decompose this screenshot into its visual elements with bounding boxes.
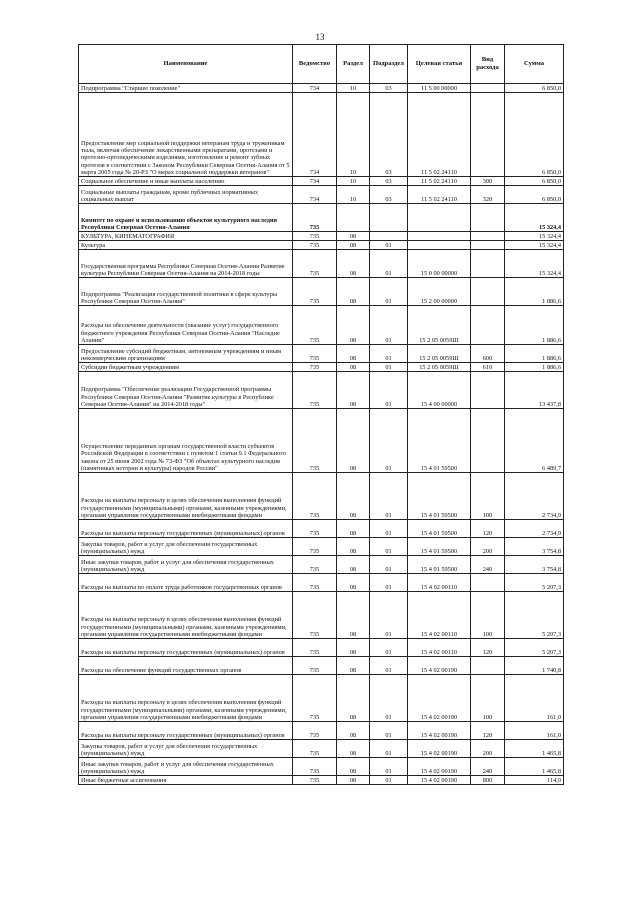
row-podrazdel-cell: 03 bbox=[370, 84, 408, 93]
row-vedomstvo-cell: 734 bbox=[293, 84, 337, 93]
row-name-cell: Субсидии бюджетным учреждениям bbox=[79, 363, 293, 372]
table-row bbox=[79, 722, 564, 740]
row-vedomstvo-cell: 735 bbox=[293, 306, 337, 345]
table-row bbox=[79, 363, 564, 372]
row-razdel-cell: 08 bbox=[337, 538, 370, 556]
table-row bbox=[79, 241, 564, 250]
row-name-cell: Расходы на выплаты персоналу государственных (муниципальных) органов bbox=[79, 722, 293, 740]
row-razdel-cell: 08 bbox=[337, 250, 370, 278]
row-sum-cell: 2 734,9 bbox=[505, 520, 564, 538]
row-sum-cell: 114,0 bbox=[505, 776, 564, 785]
row-razdel-cell: 10 bbox=[337, 93, 370, 177]
row-razdel-cell: 08 bbox=[337, 758, 370, 776]
row-sum-cell: 6 850,0 bbox=[505, 93, 564, 177]
table-row bbox=[79, 776, 564, 785]
row-vedomstvo-cell: 735 bbox=[293, 473, 337, 520]
row-expense-type-cell bbox=[471, 250, 505, 278]
row-name-cell: Закупка товаров, работ и услуг для обеспечения государственных (муниципальных) нужд bbox=[79, 538, 293, 556]
row-expense-type-cell: 800 bbox=[471, 776, 505, 785]
row-target-article-cell: 15 4 02 00190 bbox=[408, 657, 471, 675]
row-sum-cell: 13 437,8 bbox=[505, 372, 564, 409]
row-expense-type-cell: 120 bbox=[471, 639, 505, 657]
row-vedomstvo-cell: 735 bbox=[293, 204, 337, 232]
row-target-article-cell: 15 0 00 00000 bbox=[408, 250, 471, 278]
row-expense-type-cell: 610 bbox=[471, 363, 505, 372]
budget-table bbox=[78, 44, 564, 785]
table-row bbox=[79, 556, 564, 574]
row-name-cell: Подпрограмма "Реализация государственной политики в сфере культуры Республики Северная Осетия-Алания" bbox=[79, 278, 293, 306]
row-podrazdel-cell: 01 bbox=[370, 306, 408, 345]
row-sum-cell: 6 850,0 bbox=[505, 177, 564, 186]
row-vedomstvo-cell: 735 bbox=[293, 556, 337, 574]
row-target-article-cell: 15 4 02 00110 bbox=[408, 574, 471, 592]
row-expense-type-cell: 300 bbox=[471, 177, 505, 186]
row-name-cell: Иные закупки товаров, работ и услуг для обеспечения государственных (муниципальных) нужд bbox=[79, 556, 293, 574]
row-vedomstvo-cell: 735 bbox=[293, 372, 337, 409]
row-target-article-cell: 11 5 02 24110 bbox=[408, 177, 471, 186]
row-podrazdel-cell: 01 bbox=[370, 639, 408, 657]
row-expense-type-cell bbox=[471, 204, 505, 232]
row-name-cell: Предоставление субсидий бюджетным, автономным учреждениям и иным некоммерческим организациям bbox=[79, 345, 293, 363]
row-podrazdel-cell: 01 bbox=[370, 776, 408, 785]
header-razdel: Раздел bbox=[337, 45, 370, 84]
row-razdel-cell: 08 bbox=[337, 278, 370, 306]
row-podrazdel-cell: 01 bbox=[370, 722, 408, 740]
row-name-cell: Расходы на выплаты персоналу в целях обеспечения выполнения функций государственными (муниципальными) органами, казенными учреждениями, органами управления государственными внебюджетными фондами bbox=[79, 473, 293, 520]
table-row bbox=[79, 250, 564, 278]
table-row bbox=[79, 177, 564, 186]
table-row bbox=[79, 345, 564, 363]
row-expense-type-cell bbox=[471, 93, 505, 177]
row-vedomstvo-cell: 735 bbox=[293, 538, 337, 556]
row-sum-cell: 5 207,3 bbox=[505, 574, 564, 592]
row-podrazdel-cell: 01 bbox=[370, 574, 408, 592]
row-podrazdel-cell: 01 bbox=[370, 363, 408, 372]
row-name-cell: Государственная программа Республики Северная Осетия-Алания Развитие культуры Республики Северная Осетия-Алания на 2014-2018 годы bbox=[79, 250, 293, 278]
row-vedomstvo-cell: 735 bbox=[293, 592, 337, 639]
row-vedomstvo-cell: 735 bbox=[293, 278, 337, 306]
row-expense-type-cell: 240 bbox=[471, 556, 505, 574]
row-name-cell: Закупка товаров, работ и услуг для обеспечения государственных (муниципальных) нужд bbox=[79, 740, 293, 758]
row-razdel-cell: 08 bbox=[337, 740, 370, 758]
header-vedomstvo: Ведомство bbox=[293, 45, 337, 84]
table-row bbox=[79, 639, 564, 657]
table-row bbox=[79, 592, 564, 639]
row-name-cell: Расходы на выплаты персоналу государственных (муниципальных) органов bbox=[79, 520, 293, 538]
row-razdel-cell bbox=[337, 204, 370, 232]
row-razdel-cell: 08 bbox=[337, 722, 370, 740]
row-razdel-cell: 08 bbox=[337, 241, 370, 250]
row-name-cell: Иные бюджетные ассигнования bbox=[79, 776, 293, 785]
row-vedomstvo-cell: 735 bbox=[293, 232, 337, 241]
row-expense-type-cell: 120 bbox=[471, 722, 505, 740]
row-razdel-cell: 10 bbox=[337, 84, 370, 93]
table-row bbox=[79, 520, 564, 538]
row-podrazdel-cell: 01 bbox=[370, 250, 408, 278]
row-name-cell: Расходы на выплаты персоналу в целях обеспечения выполнения функций государственными (муниципальными) органами, казенными учреждениями, органами управления государственными внебюджетными фондами bbox=[79, 592, 293, 639]
table-row bbox=[79, 740, 564, 758]
row-vedomstvo-cell: 735 bbox=[293, 776, 337, 785]
row-razdel-cell: 10 bbox=[337, 177, 370, 186]
row-podrazdel-cell: 01 bbox=[370, 345, 408, 363]
row-razdel-cell: 08 bbox=[337, 776, 370, 785]
header-expense-type: Вид расхода bbox=[471, 45, 505, 84]
row-sum-cell: 161,0 bbox=[505, 722, 564, 740]
row-razdel-cell: 08 bbox=[337, 363, 370, 372]
row-expense-type-cell: 100 bbox=[471, 473, 505, 520]
row-target-article-cell: 15 4 02 00190 bbox=[408, 722, 471, 740]
row-podrazdel-cell: 01 bbox=[370, 278, 408, 306]
row-podrazdel-cell: 03 bbox=[370, 186, 408, 204]
row-podrazdel-cell bbox=[370, 232, 408, 241]
row-podrazdel-cell: 01 bbox=[370, 372, 408, 409]
row-expense-type-cell bbox=[471, 278, 505, 306]
row-sum-cell: 3 754,8 bbox=[505, 538, 564, 556]
row-target-article-cell: 15 2 05 0059Ш bbox=[408, 363, 471, 372]
row-expense-type-cell bbox=[471, 574, 505, 592]
row-target-article-cell: 15 4 01 59500 bbox=[408, 520, 471, 538]
row-name-cell: Иные закупки товаров, работ и услуг для обеспечения государственных (муниципальных) нужд bbox=[79, 758, 293, 776]
table-row bbox=[79, 675, 564, 722]
row-vedomstvo-cell: 734 bbox=[293, 186, 337, 204]
row-vedomstvo-cell: 735 bbox=[293, 722, 337, 740]
row-podrazdel-cell: 01 bbox=[370, 675, 408, 722]
row-target-article-cell bbox=[408, 232, 471, 241]
row-target-article-cell: 15 4 02 00190 bbox=[408, 740, 471, 758]
row-vedomstvo-cell: 735 bbox=[293, 363, 337, 372]
row-razdel-cell: 08 bbox=[337, 592, 370, 639]
row-target-article-cell: 15 4 02 00190 bbox=[408, 758, 471, 776]
table-row bbox=[79, 538, 564, 556]
row-expense-type-cell: 240 bbox=[471, 758, 505, 776]
table-row bbox=[79, 84, 564, 93]
row-name-cell: Подпрограмма "Обеспечение реализации Государственной программы Республики Северная Осетия-Алания "Развитие культуры в Республике Северная Осетия-Алания" на 2014-2018 годы" bbox=[79, 372, 293, 409]
row-sum-cell: 1 465,8 bbox=[505, 758, 564, 776]
row-sum-cell: 1 886,6 bbox=[505, 363, 564, 372]
row-vedomstvo-cell: 734 bbox=[293, 93, 337, 177]
header-podrazdel: Подраздел bbox=[370, 45, 408, 84]
row-podrazdel-cell: 03 bbox=[370, 93, 408, 177]
row-expense-type-cell: 600 bbox=[471, 345, 505, 363]
table-row bbox=[79, 758, 564, 776]
header-sum: Сумма bbox=[505, 45, 564, 84]
row-podrazdel-cell: 01 bbox=[370, 657, 408, 675]
page-number: 13 bbox=[315, 32, 325, 42]
row-razdel-cell: 08 bbox=[337, 232, 370, 241]
row-name-cell: Расходы на выплаты по оплате труда работников государственных органов bbox=[79, 574, 293, 592]
row-expense-type-cell bbox=[471, 241, 505, 250]
row-name-cell: Предоставление мер социальной поддержки ветеранам труда и труженикам тыла, включая обеспечение лекарственными препаратами, протезами и протезно-ортопедическими изделиями, изготовление и ремонт зубных протезов в соответствии с Законом Республики Северная Осетия-Алания от 5 марта 2005 года № 20-РЗ "О мерах социальной поддержки ветеранов" bbox=[79, 93, 293, 177]
header-target-article: Целевая статья bbox=[408, 45, 471, 84]
table-row bbox=[79, 372, 564, 409]
row-target-article-cell bbox=[408, 204, 471, 232]
row-vedomstvo-cell: 735 bbox=[293, 345, 337, 363]
table-row bbox=[79, 306, 564, 345]
table-row bbox=[79, 409, 564, 473]
row-expense-type-cell: 100 bbox=[471, 675, 505, 722]
row-expense-type-cell bbox=[471, 372, 505, 409]
table-header-row bbox=[79, 45, 564, 84]
row-razdel-cell: 08 bbox=[337, 473, 370, 520]
row-podrazdel-cell: 01 bbox=[370, 409, 408, 473]
row-target-article-cell: 11 5 02 24110 bbox=[408, 93, 471, 177]
row-name-cell: Культура bbox=[79, 241, 293, 250]
row-sum-cell: 161,0 bbox=[505, 675, 564, 722]
row-podrazdel-cell: 01 bbox=[370, 520, 408, 538]
row-razdel-cell: 08 bbox=[337, 409, 370, 473]
row-name-cell: Расходы на выплаты персоналу в целях обеспечения выполнения функций государственными (муниципальными) органами, казенными учреждениями, органами управления государственными внебюджетными фондами bbox=[79, 675, 293, 722]
row-sum-cell: 2 734,9 bbox=[505, 473, 564, 520]
row-podrazdel-cell: 01 bbox=[370, 473, 408, 520]
row-target-article-cell: 11 5 02 24110 bbox=[408, 186, 471, 204]
row-sum-cell: 1 740,8 bbox=[505, 657, 564, 675]
row-expense-type-cell bbox=[471, 306, 505, 345]
row-vedomstvo-cell: 735 bbox=[293, 675, 337, 722]
row-target-article-cell: 15 4 01 59500 bbox=[408, 473, 471, 520]
row-razdel-cell: 10 bbox=[337, 186, 370, 204]
row-razdel-cell: 08 bbox=[337, 372, 370, 409]
row-vedomstvo-cell: 735 bbox=[293, 740, 337, 758]
row-vedomstvo-cell: 735 bbox=[293, 758, 337, 776]
row-target-article-cell: 15 4 00 00000 bbox=[408, 372, 471, 409]
row-podrazdel-cell: 01 bbox=[370, 556, 408, 574]
row-target-article-cell: 15 4 02 00110 bbox=[408, 592, 471, 639]
row-target-article-cell: 15 2 00 00000 bbox=[408, 278, 471, 306]
table-row bbox=[79, 232, 564, 241]
row-sum-cell: 15 324,4 bbox=[505, 250, 564, 278]
row-expense-type-cell bbox=[471, 232, 505, 241]
row-target-article-cell: 15 4 02 00190 bbox=[408, 675, 471, 722]
row-razdel-cell: 08 bbox=[337, 556, 370, 574]
table-row bbox=[79, 186, 564, 204]
row-razdel-cell: 08 bbox=[337, 639, 370, 657]
row-sum-cell: 5 207,3 bbox=[505, 592, 564, 639]
row-razdel-cell: 08 bbox=[337, 306, 370, 345]
row-expense-type-cell bbox=[471, 409, 505, 473]
row-razdel-cell: 08 bbox=[337, 345, 370, 363]
row-target-article-cell bbox=[408, 241, 471, 250]
row-name-cell: КУЛЬТУРА, КИНЕМАТОГРАФИЯ bbox=[79, 232, 293, 241]
row-razdel-cell: 08 bbox=[337, 675, 370, 722]
row-expense-type-cell: 100 bbox=[471, 592, 505, 639]
row-expense-type-cell: 200 bbox=[471, 538, 505, 556]
row-name-cell: Осуществление переданных органам государственной власти субъектов Российской Федерации в соответствии с пунктом 1 статьи 9.1 Федерального закона от 25 июня 2002 года № 73-ФЗ "Об объектах культурного наследия (памятниках истории и культуры) народов России" bbox=[79, 409, 293, 473]
row-name-cell: Расходы на выплаты персоналу государственных (муниципальных) органов bbox=[79, 639, 293, 657]
row-target-article-cell: 15 4 01 59500 bbox=[408, 409, 471, 473]
row-sum-cell: 5 207,3 bbox=[505, 639, 564, 657]
row-podrazdel-cell bbox=[370, 204, 408, 232]
row-razdel-cell: 08 bbox=[337, 520, 370, 538]
row-razdel-cell: 08 bbox=[337, 657, 370, 675]
row-podrazdel-cell: 01 bbox=[370, 740, 408, 758]
table-row bbox=[79, 657, 564, 675]
table-row bbox=[79, 574, 564, 592]
row-name-cell: Социальное обеспечение и иные выплаты населению bbox=[79, 177, 293, 186]
row-podrazdel-cell: 01 bbox=[370, 758, 408, 776]
table-row bbox=[79, 204, 564, 232]
row-target-article-cell: 11 5 00 00000 bbox=[408, 84, 471, 93]
row-sum-cell: 6 850,0 bbox=[505, 186, 564, 204]
row-expense-type-cell bbox=[471, 84, 505, 93]
row-target-article-cell: 15 4 02 00110 bbox=[408, 639, 471, 657]
row-vedomstvo-cell: 735 bbox=[293, 241, 337, 250]
table-row bbox=[79, 278, 564, 306]
row-sum-cell: 1 886,6 bbox=[505, 345, 564, 363]
row-podrazdel-cell: 01 bbox=[370, 241, 408, 250]
row-expense-type-cell: 320 bbox=[471, 186, 505, 204]
row-vedomstvo-cell: 735 bbox=[293, 639, 337, 657]
row-podrazdel-cell: 01 bbox=[370, 592, 408, 639]
row-target-article-cell: 15 4 01 59500 bbox=[408, 538, 471, 556]
table-row bbox=[79, 93, 564, 177]
row-sum-cell: 3 754,8 bbox=[505, 556, 564, 574]
row-vedomstvo-cell: 735 bbox=[293, 520, 337, 538]
row-vedomstvo-cell: 735 bbox=[293, 409, 337, 473]
row-sum-cell: 1 886,6 bbox=[505, 306, 564, 345]
row-name-cell: Расходы на обеспечение функций государственных органов bbox=[79, 657, 293, 675]
table-row bbox=[79, 473, 564, 520]
row-podrazdel-cell: 01 bbox=[370, 538, 408, 556]
row-name-cell: Комитет по охране и использованию объектов культурного наследия Республики Северная Осетия-Алания bbox=[79, 204, 293, 232]
row-name-cell: Расходы на обеспечение деятельности (оказание услуг) государственного бюджетного учреждения Республики Северная Осетия-Алания "Наследие Алании" bbox=[79, 306, 293, 345]
row-vedomstvo-cell: 735 bbox=[293, 657, 337, 675]
row-sum-cell: 6 489,7 bbox=[505, 409, 564, 473]
row-sum-cell: 6 850,0 bbox=[505, 84, 564, 93]
row-target-article-cell: 15 2 05 0059Ш bbox=[408, 345, 471, 363]
row-vedomstvo-cell: 735 bbox=[293, 574, 337, 592]
row-expense-type-cell bbox=[471, 657, 505, 675]
row-sum-cell: 15 324,4 bbox=[505, 204, 564, 232]
row-target-article-cell: 15 4 02 00190 bbox=[408, 776, 471, 785]
row-target-article-cell: 15 2 05 0059Ш bbox=[408, 306, 471, 345]
row-vedomstvo-cell: 734 bbox=[293, 177, 337, 186]
row-vedomstvo-cell: 735 bbox=[293, 250, 337, 278]
row-expense-type-cell: 120 bbox=[471, 520, 505, 538]
row-target-article-cell: 15 4 01 59500 bbox=[408, 556, 471, 574]
row-expense-type-cell: 200 bbox=[471, 740, 505, 758]
row-sum-cell: 1 465,8 bbox=[505, 740, 564, 758]
row-podrazdel-cell: 03 bbox=[370, 177, 408, 186]
header-name: Наименование bbox=[79, 45, 293, 84]
row-sum-cell: 15 324,4 bbox=[505, 241, 564, 250]
row-name-cell: Подпрограмма "Старшее поколение" bbox=[79, 84, 293, 93]
row-razdel-cell: 08 bbox=[337, 574, 370, 592]
row-sum-cell: 1 886,6 bbox=[505, 278, 564, 306]
row-name-cell: Социальные выплаты гражданам, кроме публичных нормативных социальных выплат bbox=[79, 186, 293, 204]
row-sum-cell: 15 324,4 bbox=[505, 232, 564, 241]
